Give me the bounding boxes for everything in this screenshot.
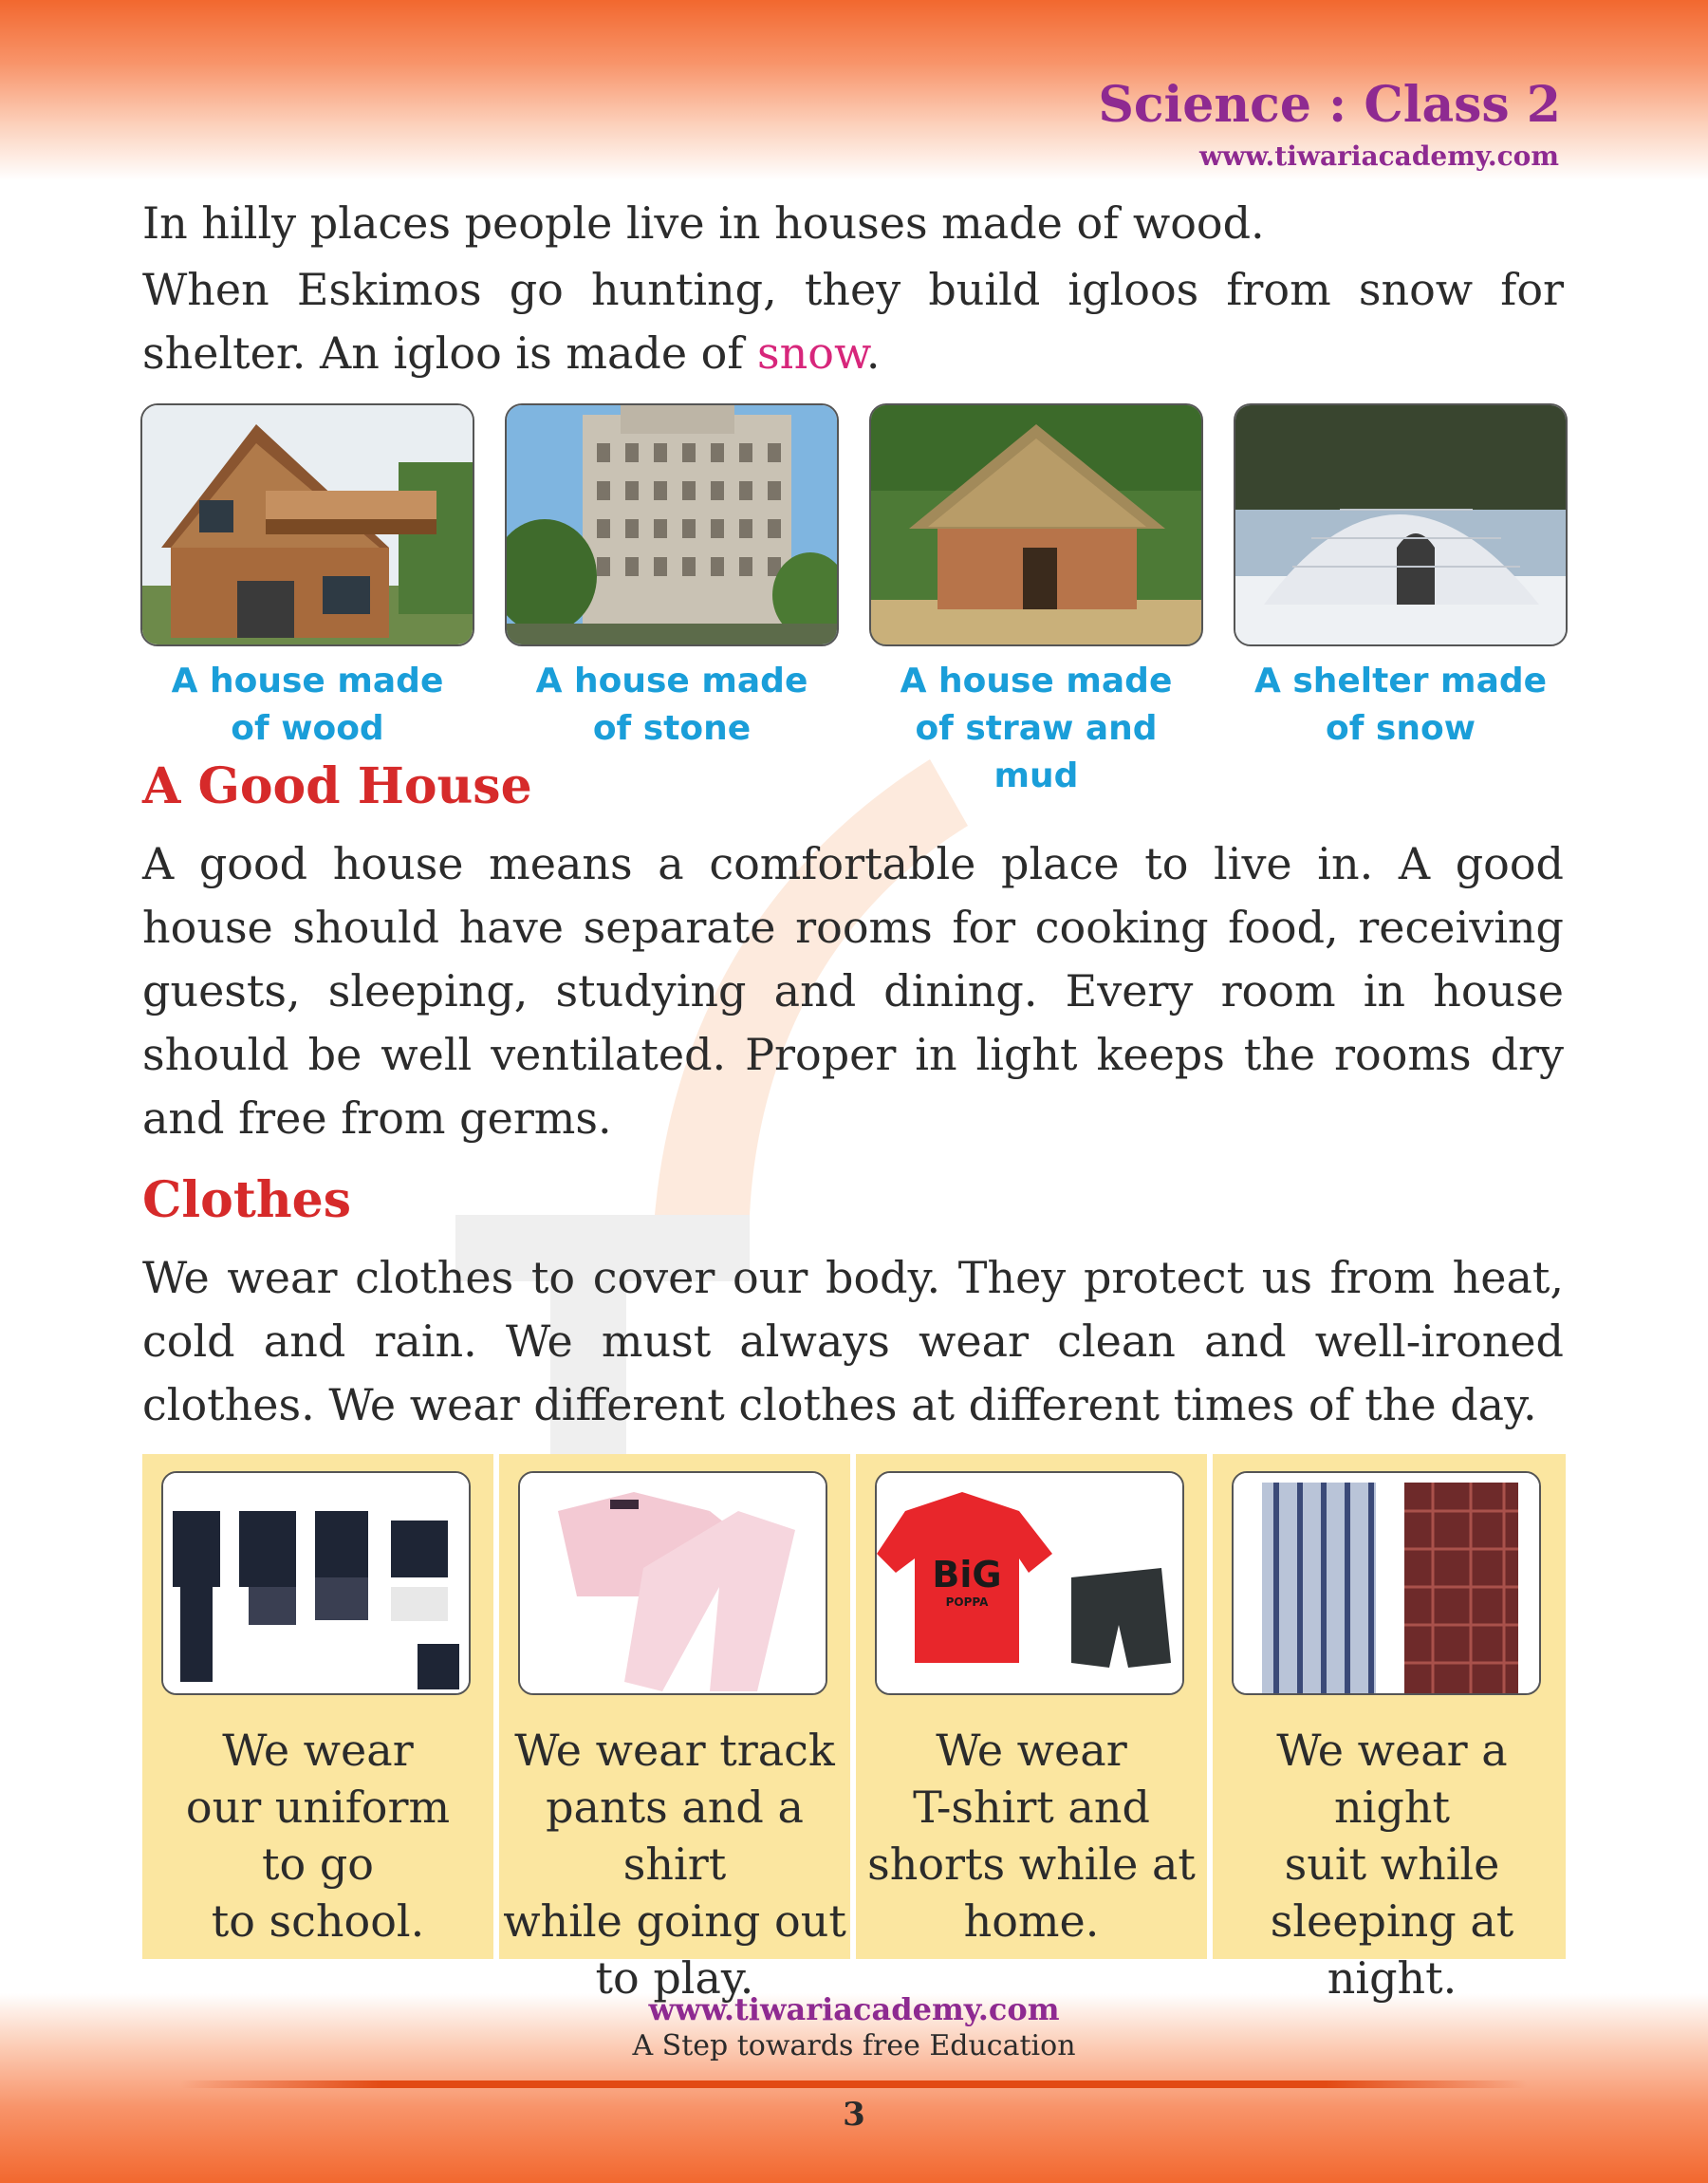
mud-hut-image (869, 403, 1203, 646)
clothes-paragraph: We wear clothes to cover our body. They protect us from heat, cold and rain. We must always wear clean and well-ironed clothes. We wear different clothes at different times of the day. (142, 1252, 1564, 1430)
caption-line: We wear a night (1276, 1725, 1508, 1833)
caption-snow-line-1: A shelter made (1253, 662, 1548, 700)
caption-line: We wear track (514, 1725, 835, 1776)
caption-straw-line-1: A house made (900, 662, 1173, 700)
tshirt-caption (856, 1722, 1207, 1950)
footer-divider (180, 2080, 1528, 2088)
caption-stone-line-2: of stone (592, 709, 752, 748)
track-suit-image (518, 1471, 827, 1695)
clothes-cell-nightsuit (1207, 1454, 1571, 2004)
header-title: Science : Class 2 (1098, 76, 1561, 134)
house-card-snow (1234, 403, 1568, 753)
night-suit-image (1232, 1471, 1541, 1695)
clothes-cell-track (493, 1454, 850, 2004)
caption-line: while going out (503, 1895, 846, 1947)
intro-period: . (865, 327, 881, 379)
tshirt-print-sub: POPPA (945, 1595, 989, 1609)
footer-tagline: A Step towards free Education (632, 2029, 1076, 2062)
caption-line: T-shirt and (913, 1782, 1150, 1833)
page-number: 3 (843, 2096, 865, 2134)
intro-line-2 (142, 258, 1564, 385)
caption-snow-line-2: of snow (1326, 709, 1476, 748)
caption-line: home. (963, 1895, 1100, 1947)
school-uniform-image (161, 1471, 471, 1695)
tshirt-shorts-image (875, 1471, 1184, 1695)
caption-line: pants and a shirt (546, 1782, 804, 1890)
caption-line: to go (262, 1838, 374, 1890)
nightsuit-caption (1213, 1722, 1571, 2006)
caption-line: to school. (211, 1895, 425, 1947)
caption-straw-line-2: of straw and mud (915, 709, 1158, 795)
igloo-image (1234, 403, 1568, 646)
caption-line: sleeping at (1270, 1895, 1514, 1947)
caption-line: suit while (1284, 1838, 1500, 1890)
caption-line: to play. (595, 1952, 754, 2004)
heading-good-house: A Good House (142, 757, 532, 815)
caption-line: We wear (936, 1725, 1127, 1776)
stone-building-image (505, 403, 839, 646)
caption-line: We wear (222, 1725, 414, 1776)
caption-line: our uniform (185, 1782, 451, 1833)
clothes-cell-uniform (142, 1454, 493, 1959)
uniform-caption (142, 1722, 493, 1950)
clothes-cell-tshirt (850, 1454, 1207, 1959)
house-card-stone (505, 403, 839, 753)
heading-clothes: Clothes (142, 1171, 352, 1229)
footer-url[interactable]: www.tiwariacademy.com (648, 1991, 1060, 2027)
caption-line: shorts while at (867, 1838, 1196, 1890)
caption-wood-line-1: A house made (171, 662, 444, 700)
highlight-snow: snow (757, 327, 866, 379)
clothes-table (142, 1454, 1566, 2004)
header-url[interactable]: www.tiwariacademy.com (1199, 140, 1559, 172)
house-card-straw-mud (869, 403, 1203, 800)
track-caption (499, 1722, 850, 2006)
wooden-house-image (140, 403, 474, 646)
good-house-paragraph: A good house means a comfortable place to live in. A good house should have separate rooms for cooking food, receiving guests, sleeping, studying and dining. Every room in house should be well ventilated. Proper in light keeps the rooms dry and free from germs. (142, 838, 1564, 1144)
caption-stone-line-1: A house made (535, 662, 808, 700)
caption-line: night. (1327, 1952, 1457, 2004)
intro-line-1: In hilly places people live in houses made of wood. (142, 197, 1265, 249)
tshirt-print: BiG (932, 1554, 1002, 1595)
caption-wood-line-2: of wood (231, 709, 384, 748)
house-card-wood (140, 403, 474, 753)
intro-text: When Eskimos go hunting, they build igloos from snow for shelter. An igloo is made of (142, 264, 1564, 379)
